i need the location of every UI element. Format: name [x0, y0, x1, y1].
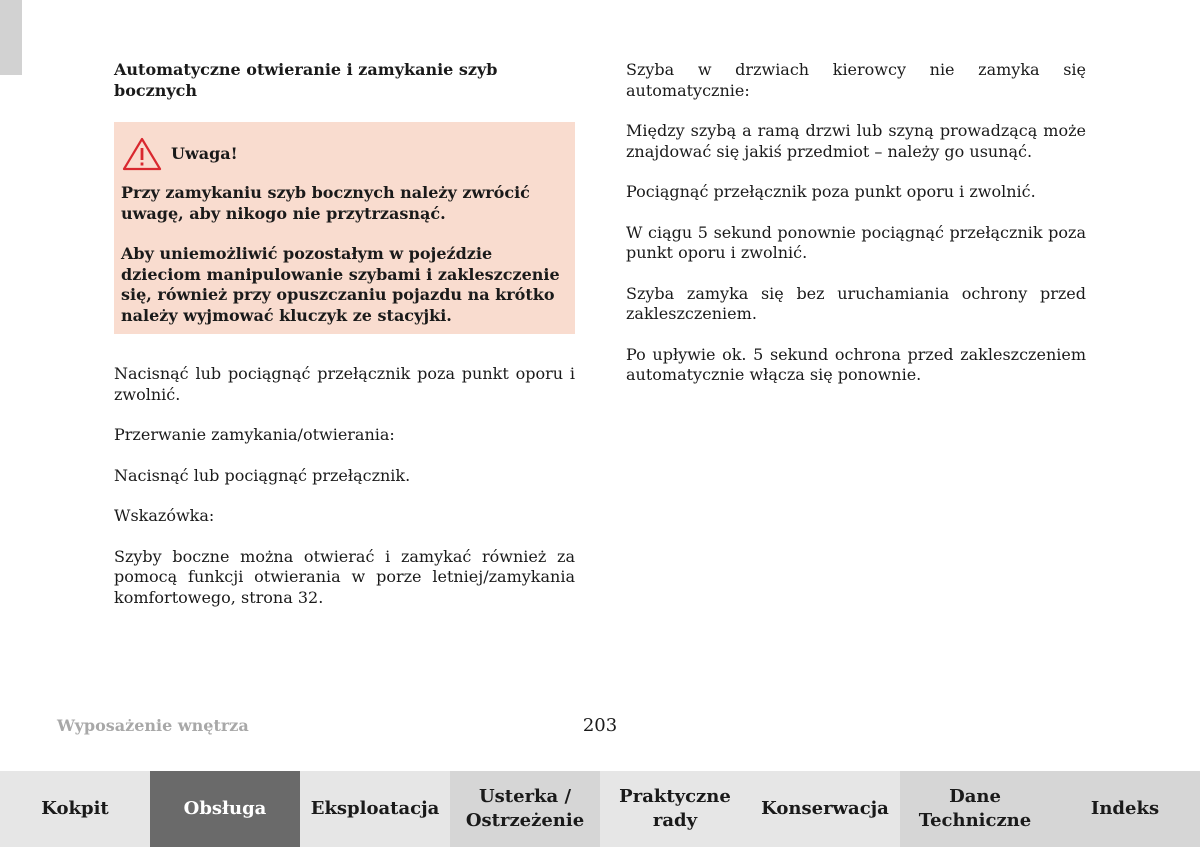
nav-tab-konserwacja[interactable]	[750, 771, 900, 847]
body-paragraph: Szyba w drzwiach kierowcy nie zamyka się automatycznie:	[626, 60, 1086, 100]
warning-box	[114, 122, 575, 334]
nav-tab-indeks[interactable]	[1050, 771, 1200, 847]
nav-tab-label: Konserwacja	[761, 798, 889, 819]
left-column	[114, 60, 575, 628]
page-number: 203	[582, 715, 618, 736]
section-heading: Automatyczne otwieranie i zamykanie szyb bocznych	[114, 60, 498, 100]
body-paragraph: Wskazówka:	[114, 506, 215, 525]
nav-tab-label: Dane	[949, 786, 1001, 807]
body-paragraph: Nacisnąć lub pociągnąć przełącznik.	[114, 465, 411, 485]
nav-tab-dane-techniczne[interactable]	[900, 771, 1050, 847]
nav-tab-label-line2: rady	[652, 810, 698, 831]
body-paragraph: Pociągnąć przełącznik poza punkt oporu i zwolnić.	[626, 182, 1036, 201]
right-column	[626, 60, 1086, 406]
body-paragraph: Szyba zamyka się bez uruchamiania ochrony przed zakleszczeniem.	[626, 283, 1086, 323]
page-edge-tab	[0, 0, 22, 75]
warning-paragraph: Przy zamykaniu szyb bocznych należy zwrócić uwagę, aby nikogo nie przytrzasnąć.	[121, 183, 530, 223]
warning-header	[121, 136, 568, 172]
body-paragraph: Szyby boczne można otwierać i zamykać również za pomocą funkcji otwierania w porze letniej/zamykania komfortowego, strona 32.	[114, 546, 575, 607]
nav-tab-label: Indeks	[1090, 798, 1160, 819]
body-paragraph: Między szybą a ramą drzwi lub szyną prowadzącą może znajdować się jakiś przedmiot – należy go usunąć.	[626, 121, 1086, 161]
body-paragraph: W ciągu 5 sekund ponownie pociągnąć przełącznik poza punkt oporu i zwolnić.	[626, 222, 1086, 262]
body-paragraph: Nacisnąć lub pociągnąć przełącznik poza punkt oporu i zwolnić.	[114, 364, 575, 404]
warning-paragraph: Aby uniemożliwić pozostałym w pojeździe dzieciom manipulowanie szybami i zakleszczenie się, również przy opuszczaniu pojazdu na krótko należy wyjmować kluczyk ze stacyjki.	[121, 244, 560, 325]
nav-tab-label-line2: Techniczne	[918, 810, 1032, 831]
nav-tab-label: Eksploatacja	[310, 798, 440, 819]
nav-tab-eksploatacja[interactable]	[300, 771, 450, 847]
body-paragraph: Po upływie ok. 5 sekund ochrona przed zakleszczeniem automatycznie włącza się ponownie.	[626, 344, 1086, 384]
footer-section-title: Wyposażenie wnętrza	[57, 716, 249, 735]
chapter-nav-bar	[0, 771, 1200, 847]
nav-tab-label: Praktyczne	[619, 786, 731, 807]
nav-tab-label: Kokpit	[41, 798, 109, 819]
warning-triangle-icon	[121, 136, 163, 172]
warning-title: Uwaga!	[171, 143, 238, 163]
body-paragraph: Przerwanie zamykania/otwierania:	[114, 425, 395, 444]
nav-tab-label: Obsługa	[183, 798, 267, 819]
nav-tab-label: Usterka /	[478, 786, 572, 807]
nav-tab-obsluga[interactable]	[150, 771, 300, 847]
nav-tab-usterka-ostrzezenie[interactable]	[450, 771, 600, 847]
nav-tab-label-line2: Ostrzeżenie	[465, 810, 585, 831]
nav-tab-kokpit[interactable]	[0, 771, 150, 847]
nav-tab-praktyczne-rady[interactable]	[600, 771, 750, 847]
